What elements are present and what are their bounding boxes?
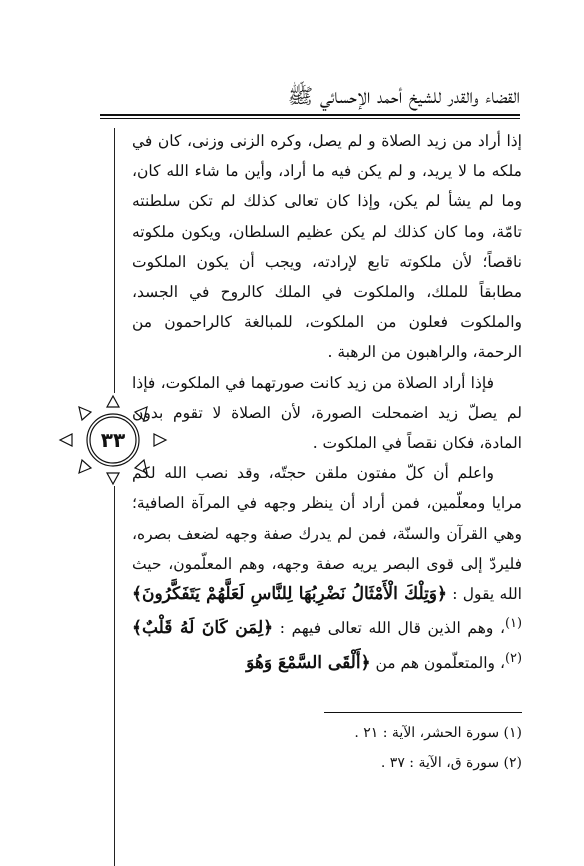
paragraph-3 [132, 458, 522, 678]
footnote-2: (٢) سورة ق، الآية : ٣٧ . [380, 755, 522, 771]
header-rule-thin [100, 118, 520, 119]
paragraph-3-text-c: ، والمتعلّمون هم من [375, 653, 505, 672]
header-rule [100, 114, 520, 116]
footnote-ref-1: (١) [504, 616, 522, 632]
running-header: القضاء والقدر للشيخ أحمد الإحسائي ﷺ [287, 84, 520, 108]
paragraph-1: إذا أراد من زيد الصلاة و لم يصل، وكره الزنى وزنى، كان في ملكه ما لا يريد، و لم يكن فيه ما أراد، وأين ما شاء الله كان، وما لم يشأ لم يكن، وإذا كان تعالى كذلك لم تكن سلطنته تامّة، وما كان كذلك لم يكن عظيم السلطان، ويكون ملكوته ناقصاً؛ لأن ملكوته تابع لإرادته، ويجب أن يكون الملكوت مطابقاً للملك، والملكوت في الملك كالروح في الجسد، والملكوت فعلون من الملكوت، للمبالغة كالراحمون من الرحمة، والراهبون من الرهبة . [132, 132, 522, 362]
quran-quote-1: ﴿وَتِلْكَ الْأَمْثَالُ نَضْرِبُهَا لِلنَّاسِ لَعَلَّهُمْ يَتَفَكَّرُونَ﴾ [132, 584, 447, 605]
paragraph-2: فإذا أراد الصلاة من زيد كانت صورتهما في الملكوت، فإذا لم يصلّ زيد اضمحلت الصورة، لأن الصلاة لا تقوم بدون المادة، فكان نقصاً في الملكوت . [132, 373, 522, 453]
footnote-ref-2: (٢) [504, 650, 522, 666]
page-number: ٣٣ [100, 428, 126, 452]
quran-quote-3: ﴿أَلْقَى السَّمْعَ وَهُوَ [246, 652, 371, 673]
paragraph-3-text-a: واعلم أن كلّ مفتون ملقن حجتّه، وقد نصب الله لكم مرايا ومعلّمين، فمن أراد أن ينظر وجهه في المرآة الصافية؛ وهي القرآن والسنّة، فمن لم يدرك صفة وجهه لضعف بصره، فليردّ إلى قوى البصر يريه صفة وجهه، وهم المعلّمون، حيث الله يقول : [132, 464, 522, 604]
footnote-1: (١) سورة الحشر، الآية : ٢١ . [354, 725, 522, 741]
margin-line-bottom [114, 486, 115, 866]
paragraph-3-text-b: ، وهم الذين قال الله تعالى فيهم : [279, 619, 505, 638]
main-text [132, 126, 522, 678]
footnote-rule [324, 712, 522, 713]
margin-line-top [114, 128, 115, 393]
quran-quote-2: ﴿لِمَن كَانَ لَهُ قَلْبٌ﴾ [132, 618, 274, 639]
footnotes [132, 718, 522, 778]
